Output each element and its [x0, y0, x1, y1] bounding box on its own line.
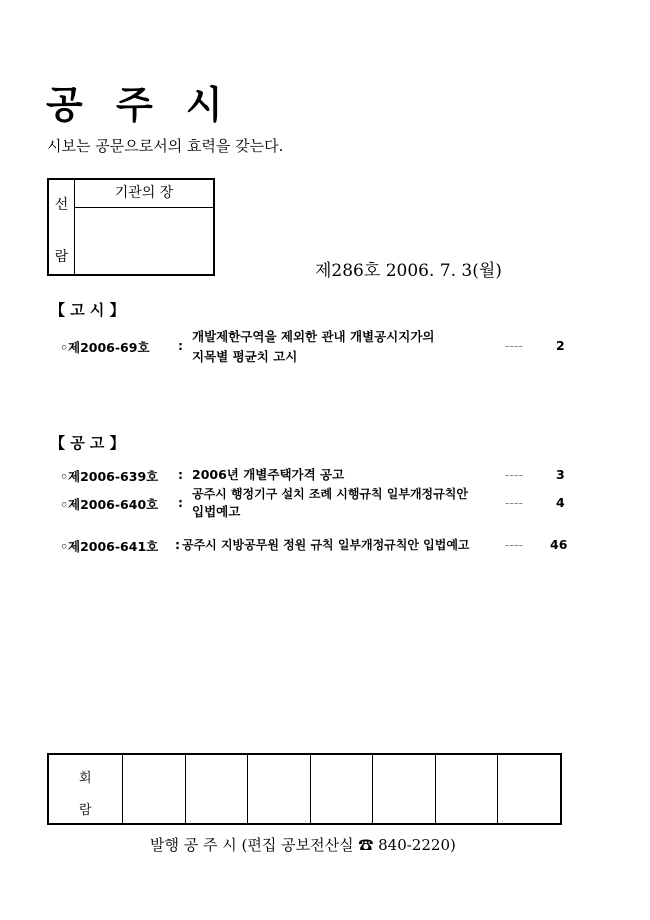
sign-cell[interactable]: [310, 755, 373, 823]
item-number: ◦제2006-640호: [60, 497, 159, 512]
item-colon: :: [175, 537, 180, 552]
item-colon: :: [178, 467, 183, 482]
sign-label-cell: [49, 755, 122, 823]
item-leader: ----: [505, 537, 524, 552]
section-header-announcement: 【 공 고 】: [50, 434, 125, 452]
review-box: [47, 178, 215, 276]
item-title-line: 공주시 행정기구 설치 조례 시행규칙 일부개정규칙안: [192, 487, 468, 501]
item-number: ◦제2006-69호: [60, 340, 150, 355]
review-label-2: 람: [54, 249, 69, 265]
item-page: 3: [556, 467, 565, 482]
item-leader: ----: [505, 338, 524, 353]
item-page: 2: [556, 338, 565, 353]
item-title-line: 2006년 개별주택가격 공고: [192, 467, 345, 482]
item-title-line: 입법예고: [192, 504, 241, 519]
sign-cell[interactable]: [497, 755, 560, 823]
review-label-column: [49, 180, 75, 274]
review-header: 기관의 장: [75, 180, 213, 208]
item-colon: :: [178, 495, 183, 510]
sign-label-2: 람: [79, 803, 92, 818]
page-title: 공 주 시: [46, 82, 233, 127]
sign-cell[interactable]: [372, 755, 435, 823]
sign-label-1: 회: [79, 771, 92, 786]
circulation-sign-table: [47, 753, 562, 825]
sign-cell[interactable]: [185, 755, 248, 823]
issue-number-date: 제286호 2006. 7. 3(월): [315, 261, 502, 281]
sign-cell[interactable]: [435, 755, 498, 823]
item-page: 4: [556, 495, 565, 510]
item-number: ◦제2006-639호: [60, 469, 159, 484]
item-title-line: 공주시 지방공무원 정원 규칙 일부개정규칙안 입법예고: [182, 538, 470, 552]
publisher-footer: 발행 공 주 시 (편집 공보전산실 ☎ 840-2220): [150, 836, 456, 854]
review-label-1: 선: [54, 197, 69, 213]
item-page: 46: [550, 537, 568, 552]
item-title-line: 개발제한구역을 제외한 관내 개별공시지가의: [192, 329, 435, 344]
item-colon: :: [178, 338, 183, 353]
item-leader: ----: [505, 495, 524, 510]
item-title-line: 지목별 평균치 고시: [192, 349, 298, 364]
section-header-notice: 【 고 시 】: [50, 301, 125, 319]
sign-cell[interactable]: [247, 755, 310, 823]
item-leader: ----: [505, 467, 524, 482]
sign-cell[interactable]: [122, 755, 185, 823]
subtitle: 시보는 공문으로서의 효력을 갖는다.: [47, 137, 284, 155]
item-number: ◦제2006-641호: [60, 539, 159, 554]
